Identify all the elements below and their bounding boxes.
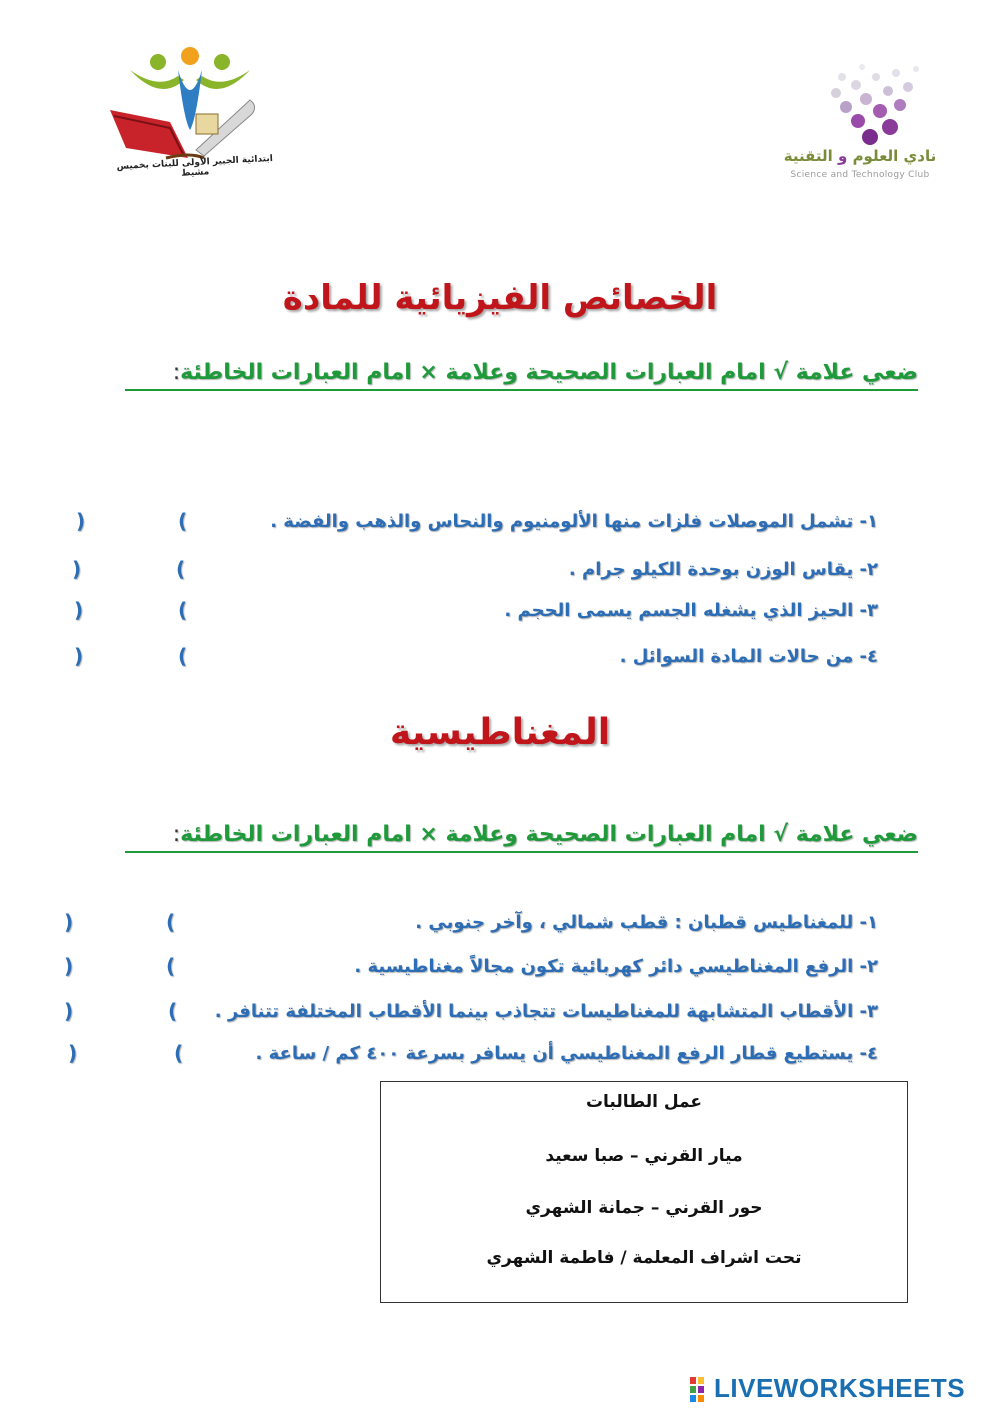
s1-answer-close-2: )	[72, 557, 82, 581]
s2-answer-close-2: )	[64, 954, 74, 978]
s2-question-1: ١- للمغناطيس قطبان : قطب شمالي ، وآخر جنوبي .	[415, 912, 878, 933]
liveworksheets-text: LIVEWORKSHEETS	[714, 1373, 966, 1403]
s2-question-3: ٣- الأقطاب المتشابهة للمغناطيسات تتجاذب بينما الأقطاب المختلفة تتنافر .	[214, 1001, 878, 1022]
s1-answer-close-1: )	[76, 509, 86, 533]
s1-question-1: ١- تشمل الموصلات فلزات منها الألومنيوم والنحاس والذهب والفضة .	[270, 511, 878, 532]
section-2-title: المغناطيسية	[389, 712, 611, 753]
instruction-text: ضعي علامة √ امام العبارات الصحيحة وعلامة × امام العبارات الخاطئة	[180, 360, 918, 385]
credits-names-1: ميار القرني – صبا سعيد	[545, 1146, 743, 1166]
instruction-colon: :	[172, 822, 181, 847]
s2-answer-close-4: )	[68, 1041, 78, 1065]
s2-answer-open-3: (	[168, 999, 178, 1023]
club-caption-part-1: نادي العلوم	[852, 147, 937, 165]
s2-answer-open-1: (	[166, 910, 176, 934]
s2-answer-open-2: (	[166, 954, 176, 978]
s2-question-4: ٤- يستطيع قطار الرفع المغناطيسي أن يسافر بسرعة ٤٠٠ كم / ساعة .	[255, 1043, 878, 1064]
s1-question-2: ٢- يقاس الوزن بوحدة الكيلو جرام .	[568, 559, 878, 580]
s2-question-2: ٢- الرفع المغناطيسي دائر كهربائية تكون مجالاً مغناطيسية .	[354, 956, 878, 977]
club-caption-part-2: التقنية	[783, 147, 833, 165]
liveworksheets-logo-icon	[690, 1377, 712, 1403]
s1-answer-close-3: )	[74, 598, 84, 622]
science-club-caption	[780, 147, 940, 165]
school-logo-caption: ابتدائية الجبير الأولى للبنات بخميس مشيط	[116, 153, 274, 179]
science-club-caption-en: Science and Technology Club	[790, 170, 930, 180]
instruction-colon: :	[172, 360, 181, 385]
credits-box	[380, 1081, 908, 1303]
school-logo	[100, 40, 280, 190]
credits-supervisor: تحت اشراف المعلمة / فاطمة الشهري	[486, 1248, 802, 1268]
science-club-logo	[780, 55, 940, 185]
section-1-title: الخصائص الفيزيائية للمادة	[282, 278, 718, 318]
s1-answer-open-1: (	[178, 509, 188, 533]
s2-answer-open-4: (	[174, 1041, 184, 1065]
s1-answer-open-3: (	[178, 598, 188, 622]
section-1-instruction	[125, 360, 918, 391]
s1-question-4: ٤- من حالات المادة السوائل .	[619, 646, 878, 667]
club-caption-and: و	[838, 147, 848, 165]
s1-answer-open-2: (	[176, 557, 186, 581]
section-2-instruction	[125, 822, 918, 853]
s1-question-3: ٣- الحيز الذي يشغله الجسم يسمى الحجم .	[504, 600, 878, 621]
dots-logo-icon	[780, 55, 940, 145]
credits-heading: عمل الطالبات	[585, 1092, 703, 1112]
s2-answer-close-1: )	[64, 910, 74, 934]
s2-answer-close-3: )	[64, 999, 74, 1023]
credits-names-2: حور القرني – جمانة الشهري	[525, 1198, 763, 1218]
liveworksheets-brand[interactable]	[690, 1373, 990, 1407]
instruction-text: ضعي علامة √ امام العبارات الصحيحة وعلامة × امام العبارات الخاطئة	[180, 822, 918, 847]
s1-answer-close-4: )	[74, 644, 84, 668]
s1-answer-open-4: (	[178, 644, 188, 668]
